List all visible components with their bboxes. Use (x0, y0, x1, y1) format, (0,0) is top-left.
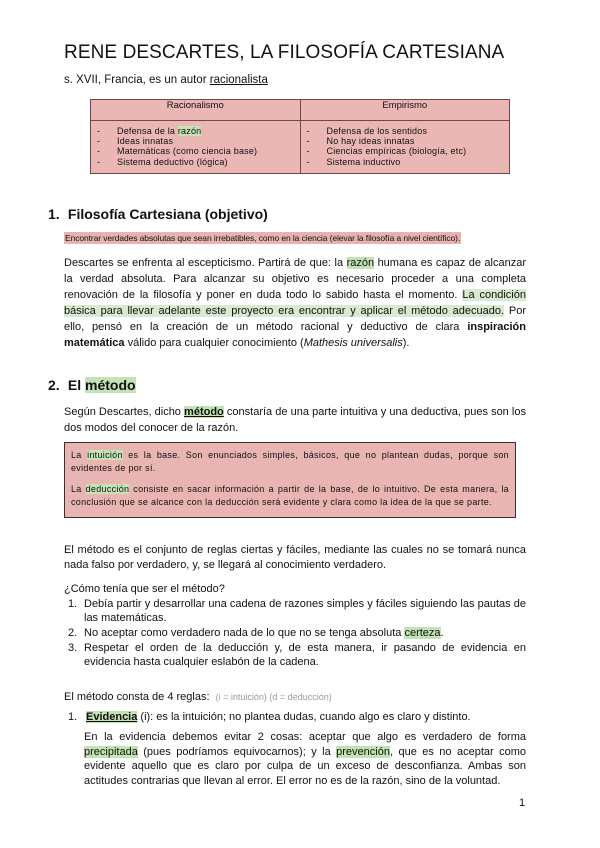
section1-heading: 1. Filosofía Cartesiana (objetivo) (48, 206, 268, 222)
header-racionalismo: Racionalismo (91, 100, 301, 121)
racionalismo-item: - Matemáticas (como ciencia base) (95, 146, 296, 156)
racionalista-term: racionalista (209, 74, 268, 86)
empirismo-item: - Sistema inductivo (305, 157, 506, 167)
prevencion-highlight: prevención (336, 745, 390, 758)
condicion-highlight: La condición básica para llevar adelante este proyecto era encontrar y aplicar el método adecuado. (64, 289, 526, 317)
empirismo-item: - Defensa de los sentidos (305, 126, 506, 136)
subtitle (64, 74, 268, 86)
racionalismo-item: - Sistema deductivo (lógica) (95, 157, 296, 167)
page-number: 1 (519, 797, 526, 809)
header-empirismo: Empirismo (300, 100, 510, 121)
list-item: 2. No aceptar como verdadero nada de lo que no se tenga absoluta certeza. (68, 627, 444, 639)
comparison-table (90, 99, 510, 174)
method-definition: El método es el conjunto de reglas ciertas y fáciles, mediante las cuales no se tomará nunca nada falso por verdadero, y, se llegará al conocimiento verdadero. (64, 544, 526, 571)
method-steps-list (64, 597, 526, 670)
rules-note: (i = intuición) (d = deducción) (215, 692, 332, 702)
mathesis-italic: Mathesis universalis (303, 337, 403, 349)
subtitle-text: s. XVII, Francia, es un autor (64, 74, 210, 86)
section2-intro: Según Descartes, dicho método constaría de una parte intuitiva y una deductiva, pues son los dos modos del conocer de la razón. (64, 406, 526, 434)
empirismo-item: - No hay ideas innatas (305, 136, 506, 146)
certeza-highlight: certeza (404, 627, 441, 639)
method-question: ¿Cómo tenía que ser el método? (64, 583, 225, 595)
razon-highlight: razón (346, 257, 375, 269)
list-item: 1. Debía partir y desarrollar una cadena de razones simples y fáciles siguiendo las pautas de las matemáticas. (68, 598, 526, 624)
rule-evidencia-detail: En la evidencia debemos evitar 2 cosas: aceptar que algo es verdadero de forma precipitada (pues podríamos equivocarnos); y la prevención, que es no aceptar como evidente aquello que es claro por culpa de un exceso de desconfianza. Ambas son actitudes contrarias que llevan al error. El error no es de la razón, sino de la voluntad. (84, 731, 526, 787)
deduccion-highlight: deducción (85, 484, 130, 494)
metodo-highlight: método (85, 377, 136, 393)
page-title: RENE DESCARTES, LA FILOSOFÍA CARTESIANA (64, 42, 505, 63)
intuicion-paragraph: La intuición es la base. Son enunciados simples, básicos, que no plantean dudas, porque son evidentes de por sí. (71, 450, 509, 473)
inspiracion-bold: inspiración matemática (64, 321, 526, 349)
section1-paragraph: Descartes se enfrenta al escepticismo. Partirá de que: la razón humana es capaz de alcanzar la verdad absoluta. Para alcanzar su objetivo es necesario proceder a una completa renovación de la filosofía y poner en duda todo lo sabido hasta el momento. La condición básica para llevar adelante este proyecto era encontrar y aplicar el método adecuado. Por ello, pensó en la creación de un método racional y deductivo de clara inspiración matemática válido para cualquier conocimiento (Mathesis universalis). (64, 257, 526, 349)
deduccion-paragraph: La deducción consiste en sacar información a partir de la base, de lo intuitivo. De esta manera, la conclusión que se alcance con la deducción será evidente y clara como la idea de la que se parte. (71, 484, 509, 507)
racionalismo-cell (91, 121, 301, 174)
section1-goal: Encontrar verdades absolutas que sean irrebatibles, como en la ciencia (elevar la filosofía a nivel científico). (65, 233, 461, 243)
intuicion-highlight: intuición (87, 450, 123, 460)
list-item: 3. Respetar el orden de la deducción y, de esta manera, ir pasando de evidencia en evidencia hasta cualquier eslabón de la cadena. (68, 642, 526, 668)
razon-highlight: razón (177, 126, 202, 136)
precipitada-highlight: precipitada (84, 745, 138, 758)
empirismo-cell (300, 121, 510, 174)
rule-evidencia: 1. Evidencia (i): es la intuición; no plantea dudas, cuando algo es claro y distinto. (68, 711, 471, 723)
racionalismo-item: - Defensa de la razón (95, 126, 296, 136)
intuicion-deduccion-box (64, 442, 516, 518)
section2-heading: 2. El método (48, 377, 136, 393)
racionalismo-item: - Ideas innatas (95, 136, 296, 146)
empirismo-item: - Ciencias empíricas (biología, etc) (305, 146, 506, 156)
rules-intro: El método consta de 4 reglas: (i = intuición) (d = deducción) (64, 691, 332, 703)
evidencia-term: Evidencia (86, 711, 138, 723)
metodo-bold: método (184, 406, 224, 418)
